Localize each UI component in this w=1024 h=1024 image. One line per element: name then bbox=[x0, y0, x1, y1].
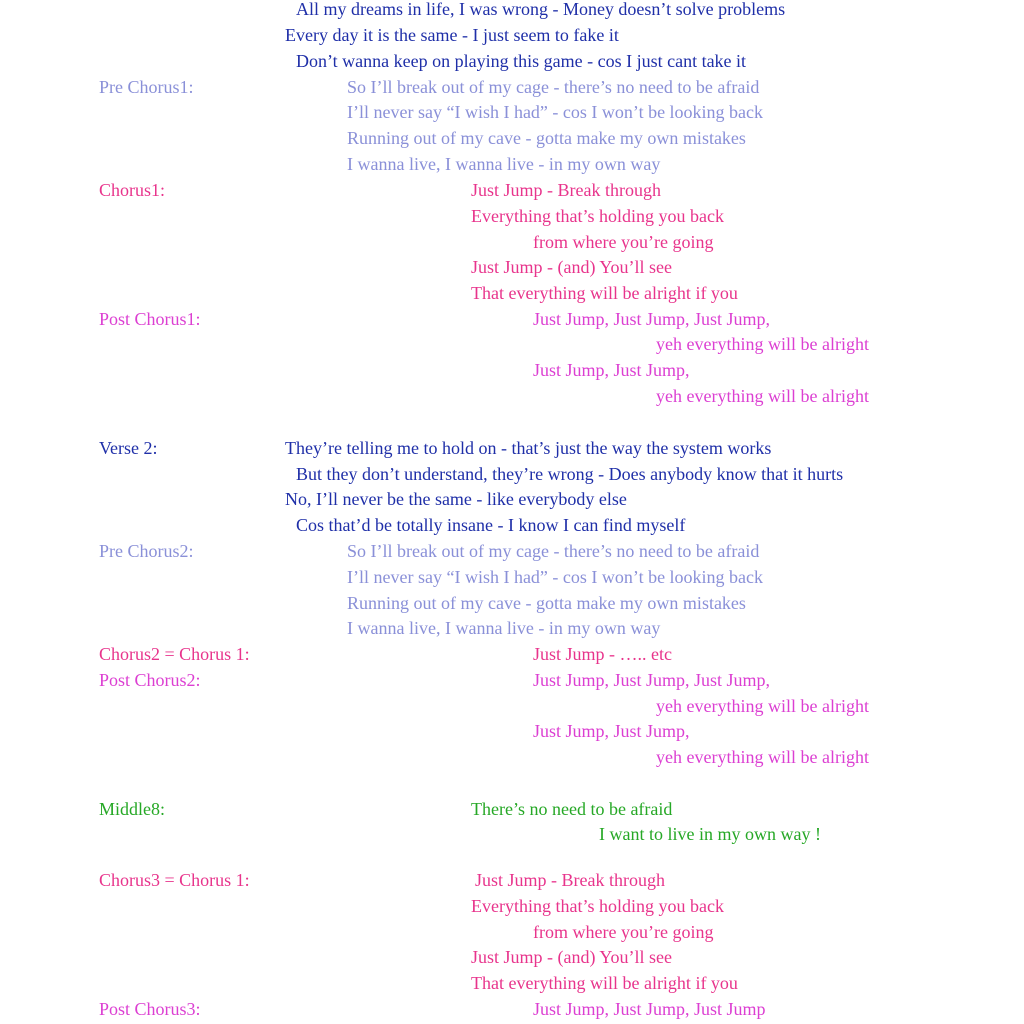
chorus3-line: from where you’re going bbox=[533, 922, 714, 942]
chorus1-line: Just Jump - Break through bbox=[471, 180, 661, 200]
pre-chorus1-line: Running out of my cave - gotta make my own mistakes bbox=[347, 128, 746, 148]
pre-chorus2-line: Running out of my cave - gotta make my own mistakes bbox=[347, 593, 746, 613]
chorus3-line: Just Jump - Break through bbox=[475, 870, 665, 890]
pre-chorus1-line: I wanna live, I wanna live - in my own way bbox=[347, 154, 661, 174]
chorus3-line: That everything will be alright if you bbox=[471, 973, 738, 993]
pre-chorus2-line: So I’ll break out of my cage - there’s no need to be afraid bbox=[347, 541, 760, 561]
post-chorus3-label: Post Chorus3: bbox=[99, 999, 201, 1019]
pre-chorus1-line: I’ll never say “I wish I had” - cos I won’t be looking back bbox=[347, 102, 764, 122]
pre-chorus1-line: So I’ll break out of my cage - there’s no need to be afraid bbox=[347, 77, 760, 97]
post-chorus2-label: Post Chorus2: bbox=[99, 670, 201, 690]
post-chorus2-line: yeh everything will be alright bbox=[656, 696, 869, 716]
post-chorus3-line: Just Jump, Just Jump, Just Jump bbox=[533, 999, 766, 1019]
verse1-line: Don’t wanna keep on playing this game - cos I just cant take it bbox=[296, 51, 747, 71]
verse1-line: Every day it is the same - I just seem to fake it bbox=[285, 25, 619, 45]
verse2-line: Cos that’d be totally insane - I know I can find myself bbox=[296, 515, 686, 535]
verse2-line: No, I’ll never be the same - like everybody else bbox=[285, 489, 627, 509]
chorus2-line: Just Jump - ….. etc bbox=[533, 644, 672, 664]
pre-chorus1-label: Pre Chorus1: bbox=[99, 77, 194, 97]
post-chorus1-line: Just Jump, Just Jump, Just Jump, bbox=[533, 309, 771, 329]
middle8-line: I want to live in my own way ! bbox=[599, 824, 821, 844]
pre-chorus2-label: Pre Chorus2: bbox=[99, 541, 194, 561]
chorus1-line: That everything will be alright if you bbox=[471, 283, 738, 303]
verse2-label: Verse 2: bbox=[99, 438, 158, 458]
post-chorus2-line: Just Jump, Just Jump, Just Jump, bbox=[533, 670, 771, 690]
chorus3-line: Just Jump - (and) You’ll see bbox=[471, 947, 672, 967]
pre-chorus2-line: I’ll never say “I wish I had” - cos I won’t be looking back bbox=[347, 567, 764, 587]
chorus2-label: Chorus2 = Chorus 1: bbox=[99, 644, 250, 664]
verse2-line: They’re telling me to hold on - that’s just the way the system works bbox=[285, 438, 772, 458]
pre-chorus2-line: I wanna live, I wanna live - in my own way bbox=[347, 618, 661, 638]
post-chorus2-line: yeh everything will be alright bbox=[656, 747, 869, 767]
post-chorus2-line: Just Jump, Just Jump, bbox=[533, 721, 690, 741]
post-chorus1-line: Just Jump, Just Jump, bbox=[533, 360, 690, 380]
chorus3-line: Everything that’s holding you back bbox=[471, 896, 724, 916]
middle8-label: Middle8: bbox=[99, 799, 165, 819]
chorus1-label: Chorus1: bbox=[99, 180, 166, 200]
verse1-line: All my dreams in life, I was wrong - Money doesn’t solve problems bbox=[296, 0, 786, 19]
chorus3-label: Chorus3 = Chorus 1: bbox=[99, 870, 250, 890]
post-chorus1-label: Post Chorus1: bbox=[99, 309, 201, 329]
chorus1-line: Just Jump - (and) You’ll see bbox=[471, 257, 672, 277]
middle8-line: There’s no need to be afraid bbox=[471, 799, 673, 819]
post-chorus1-line: yeh everything will be alright bbox=[656, 334, 869, 354]
chorus1-line: Everything that’s holding you back bbox=[471, 206, 724, 226]
post-chorus1-line: yeh everything will be alright bbox=[656, 386, 869, 406]
verse2-line: But they don’t understand, they’re wrong - Does anybody know that it hurts bbox=[296, 464, 844, 484]
chorus1-line: from where you’re going bbox=[533, 232, 714, 252]
